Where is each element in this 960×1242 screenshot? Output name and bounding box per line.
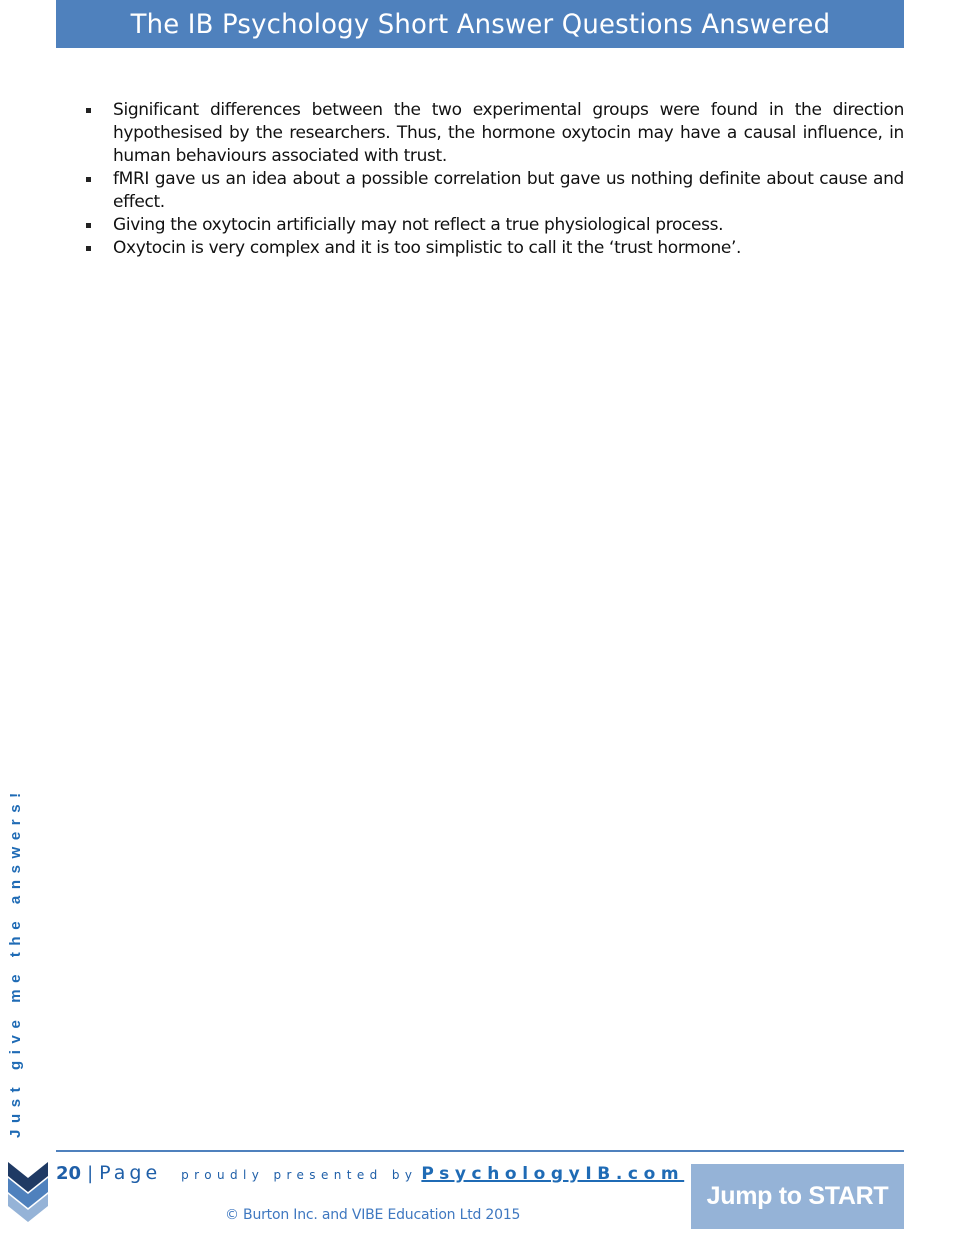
square-bullet-icon xyxy=(86,223,91,228)
psychologyib-link[interactable]: PsychologyIB.com xyxy=(421,1164,685,1184)
list-item-text: Oxytocin is very complex and it is too simplistic to call it the ‘trust hormone’. xyxy=(113,238,742,258)
answer-content xyxy=(84,99,904,260)
list-item-text: fMRI gave us an idea about a possible correlation but gave us nothing definite about cause and effect. xyxy=(113,169,904,212)
vertical-tagline: Just give me the answers! xyxy=(7,786,24,1138)
list-item xyxy=(84,214,904,237)
list-item-text: Significant differences between the two experimental groups were found in the direction hypothesised by the researchers. Thus, the hormone oxytocin may have a causal influence, in human behaviours associated with trust. xyxy=(113,100,904,166)
jump-to-start-button[interactable]: Jump to START xyxy=(691,1164,904,1229)
square-bullet-icon xyxy=(86,246,91,251)
page-footer-line xyxy=(56,1162,684,1190)
bullet-list xyxy=(84,99,904,260)
list-item xyxy=(84,99,904,168)
square-bullet-icon xyxy=(86,177,91,182)
page-label: Page xyxy=(99,1162,162,1184)
header-bar xyxy=(56,0,904,48)
list-item xyxy=(84,168,904,214)
list-item xyxy=(84,237,904,260)
page-separator: | xyxy=(87,1163,94,1184)
square-bullet-icon xyxy=(86,108,91,113)
presented-by-text: proudly presented by xyxy=(181,1168,418,1182)
page-title: The IB Psychology Short Answer Questions Answered xyxy=(130,8,830,40)
page-number: 20 xyxy=(56,1163,82,1184)
triple-chevron-down-icon xyxy=(8,1160,48,1222)
footer-divider xyxy=(56,1150,904,1152)
list-item-text: Giving the oxytocin artificially may not reflect a true physiological process. xyxy=(113,215,724,235)
copyright-text: © Burton Inc. and VIBE Education Ltd 2015 xyxy=(225,1207,521,1223)
